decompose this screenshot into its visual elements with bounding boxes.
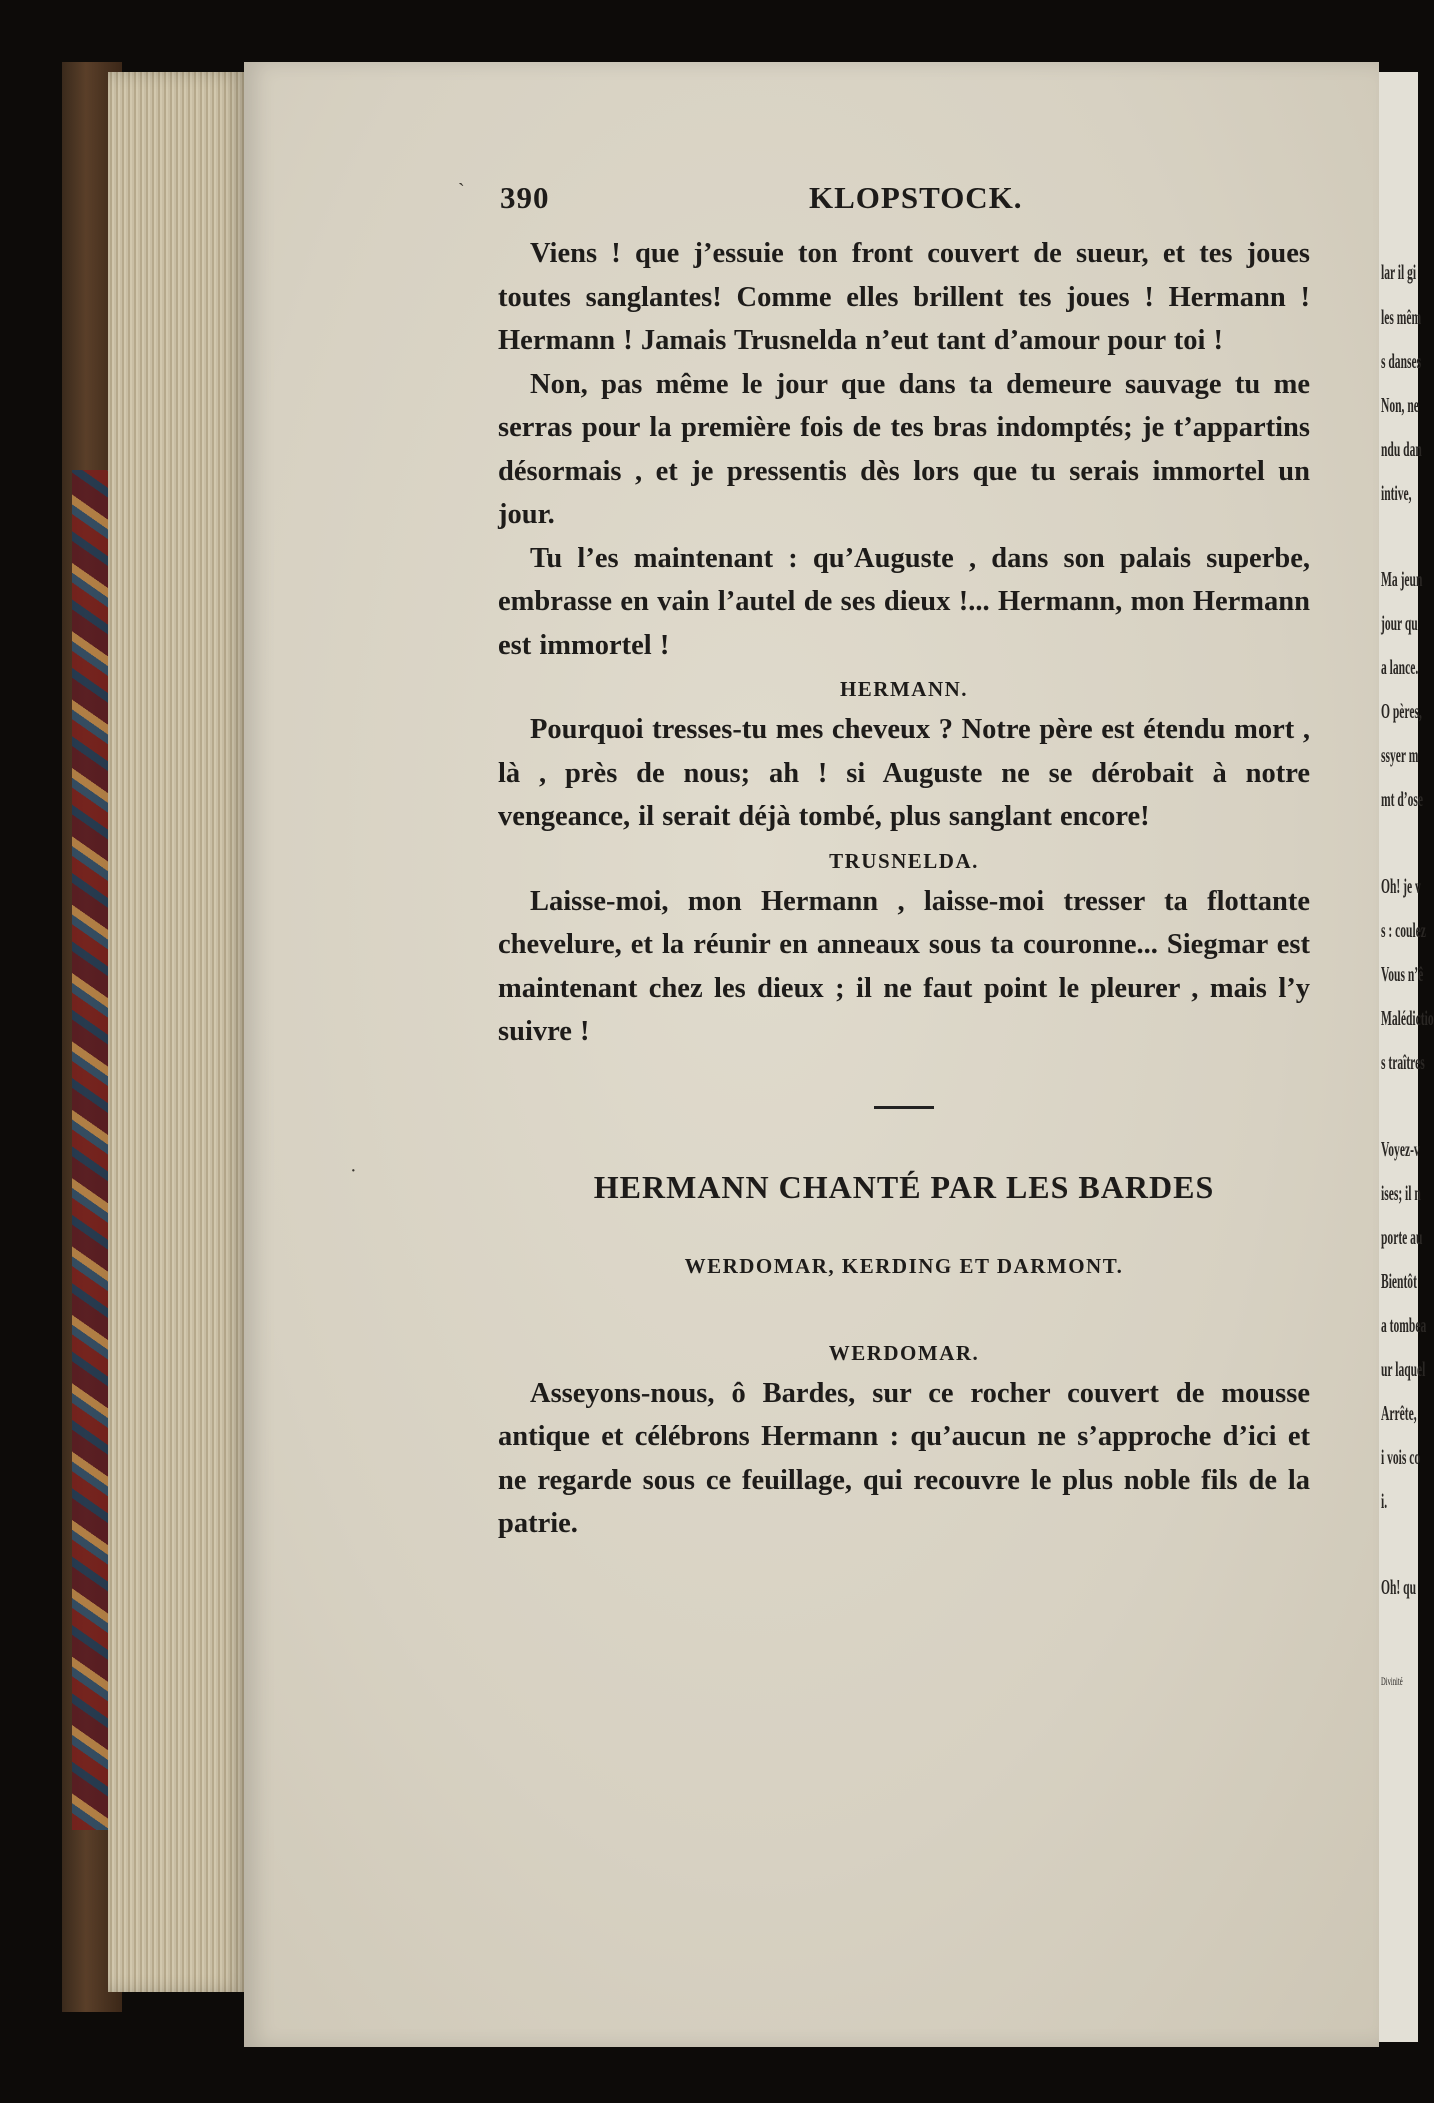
section-divider	[874, 1106, 934, 1109]
page-text	[498, 180, 1310, 1546]
speaker-name: TRUSNELDA.	[829, 848, 979, 873]
facing-fragment: Malédictio	[1381, 1006, 1434, 1030]
facing-fragment: i vois co	[1381, 1445, 1421, 1469]
page-edges	[108, 72, 246, 1992]
paragraph: Tu l’es maintenant : qu’Auguste , dans son palais superbe, embrasse en vain l’autel de ses dieux !... Hermann, mon Hermann est immortel !	[498, 542, 1310, 661]
facing-fragment: ur laquel	[1381, 1357, 1426, 1381]
facing-fragment: Bientôt	[1381, 1269, 1417, 1293]
facing-fragment: lar il gi	[1381, 260, 1417, 284]
facing-fragment: Non, ne	[1381, 393, 1419, 417]
facing-fragment: ises; il n	[1381, 1181, 1421, 1205]
facing-fragment: s : coulez	[1381, 918, 1426, 942]
running-head	[498, 180, 1310, 232]
facing-fragment: porte au	[1381, 1225, 1423, 1249]
facing-page-edge	[1379, 72, 1434, 2042]
page-speck: ·	[350, 1160, 357, 1182]
section-subtitle: WERDOMAR, KERDING ET DARMONT.	[684, 1253, 1124, 1278]
facing-fragment: ssyer m	[1381, 743, 1419, 767]
marbled-edge	[72, 470, 108, 1830]
section-title: HERMANN CHANTÉ PAR LES BARDES	[593, 1168, 1215, 1205]
facing-fragment: Oh! je v	[1381, 874, 1421, 898]
running-title: KLOPSTOCK.	[809, 180, 1023, 215]
facing-fragment: ndu dan	[1381, 437, 1422, 461]
paragraph: Pourquoi tresses-tu mes cheveux ? Notre père est étendu mort , là , près de nous; ah ! si Auguste ne se dérobait à notre vengeance, il serait déjà tombé, plus sanglant encore!	[498, 714, 1310, 832]
speaker-name: WERDOMAR.	[828, 1340, 980, 1365]
page-speck: `	[458, 180, 465, 202]
facing-fragment: a lance.	[1381, 655, 1419, 679]
page-number: 390	[500, 180, 550, 215]
facing-fragment: Oh! qu	[1381, 1575, 1416, 1599]
facing-fragment: Vous n’ê	[1381, 962, 1424, 986]
facing-fragment: O pères,	[1381, 699, 1422, 723]
facing-fragment: Divinité	[1381, 1674, 1403, 1688]
facing-fragment: s traîtres	[1381, 1050, 1425, 1074]
paragraph: Viens ! que j’essuie ton front couvert de sueur, et tes joues toutes sanglantes! Comme elles brillent tes joues ! Hermann ! Hermann ! Jamais Trusnelda n’eut tant d’amour pour toi !	[498, 238, 1310, 356]
facing-fragment: les mêm	[1381, 305, 1422, 329]
facing-fragment: i.	[1381, 1489, 1388, 1513]
facing-fragment: Ma jeun	[1381, 567, 1423, 591]
facing-fragment: Arrête,	[1381, 1401, 1417, 1425]
facing-fragment: mt d’ose	[1381, 787, 1424, 811]
speaker-name: HERMANN.	[839, 677, 969, 701]
paragraph: Laisse-moi, mon Hermann , laisse-moi tresser ta flottante chevelure, et la réunir en anneaux sous ta couronne... Siegmar est maintenant chez les dieux ; il ne faut point le pleurer , mais l’y suivre !	[498, 885, 1310, 1047]
facing-fragment: intive,	[1381, 481, 1412, 505]
facing-fragment: s danses	[1381, 349, 1422, 373]
facing-fragment: jour qu	[1381, 611, 1418, 635]
facing-fragment: Voyez-v	[1381, 1137, 1420, 1161]
facing-fragment: a tombea	[1381, 1313, 1427, 1337]
paragraph: Non, pas même le jour que dans ta demeure sauvage tu me serras pour la première fois de tes bras indomptés; je t’appartins désormais , et je pressentis dès lors que tu serais immortel un jour.	[498, 368, 1310, 530]
paragraph: Asseyons-nous, ô Bardes, sur ce rocher couvert de mousse antique et célébrons Hermann : qu’aucun ne s’approche d’ici et ne regarde sous ce feuillage, qui recouvre le plus noble fils de la patrie.	[498, 1377, 1310, 1539]
